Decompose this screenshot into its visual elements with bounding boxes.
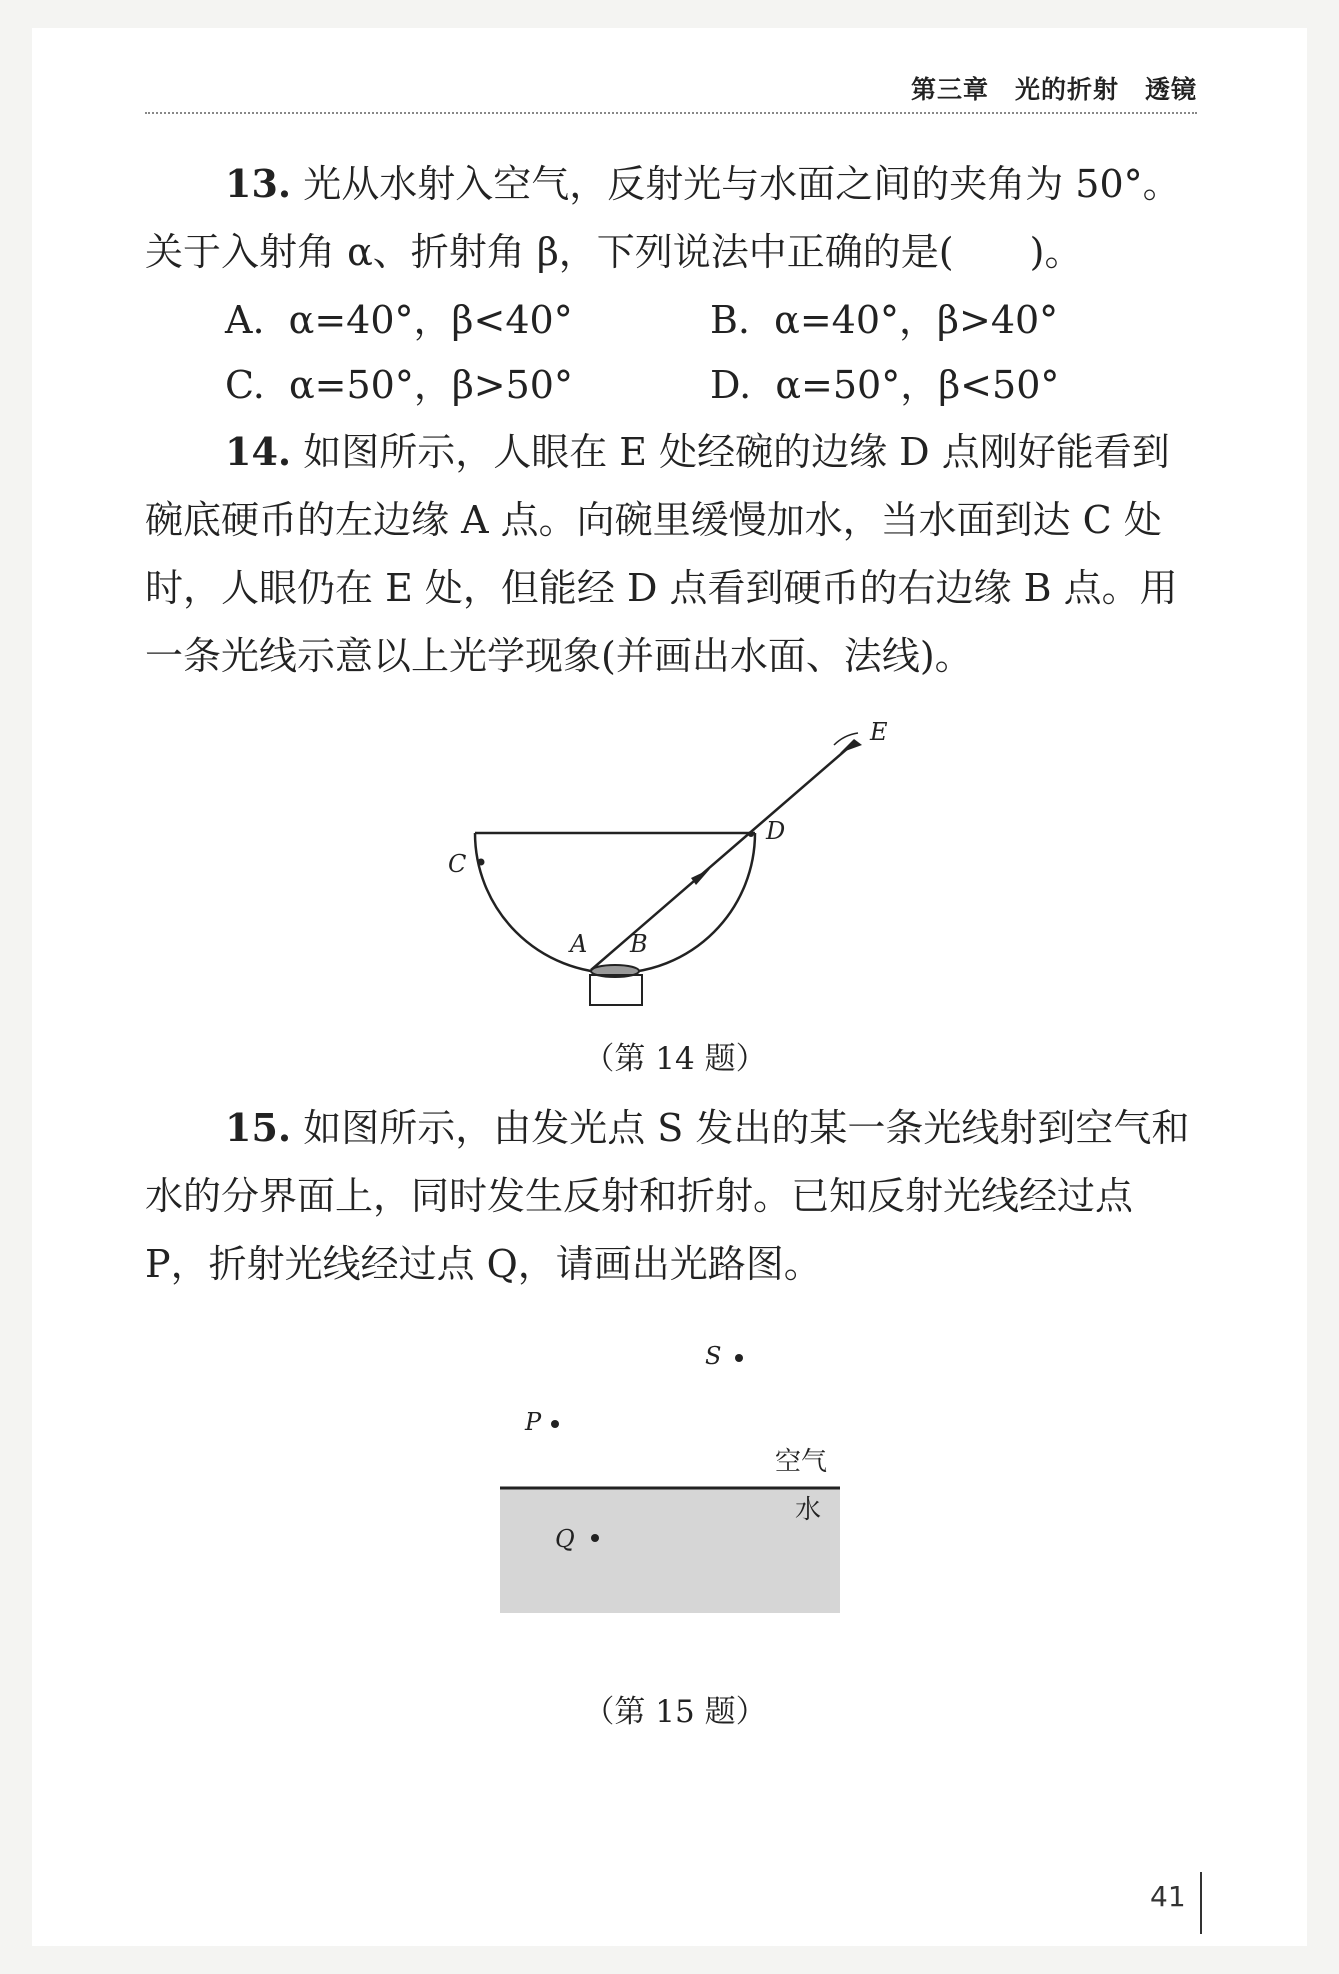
question-13-option-d: D. α=50°，β<50° [710,363,1060,407]
label-s: S [705,1342,722,1370]
figure-15-caption: （第 15 题） [583,1694,767,1730]
label-water: 水 [795,1495,822,1525]
question-15-text: 如图所示，由发光点 S 发出的某一条光线射到空气和水的分界面上，同时发生反射和折射。已知反射光线经过点 P，折射光线经过点 Q，请画出光路图。 [145,1106,1190,1286]
question-14-number: 14. [225,429,292,474]
label-b: B [630,930,648,958]
point-s [735,1354,743,1362]
question-13-option-a: A. α=40°，β<40° [225,298,573,342]
point-c [478,859,485,866]
label-c: C [448,850,467,878]
question-13-line2: 关于入射角 α、折射角 β，下列说法中正确的是( )。 [145,230,1083,274]
label-d: D [766,817,786,845]
bowl-base [590,975,642,1005]
question-13-text-line1: 光从水射入空气，反射光与水面之间的夹角为 50°。 [291,162,1181,206]
question-13-option-c: C. α=50°，β>50° [225,363,573,407]
eye-icon [840,739,862,753]
figure-14-bowl-diagram [430,715,910,1025]
point-d [748,831,754,837]
chapter-title: 第三章 光的折射 透镜 [910,75,1197,104]
question-15-paragraph [145,1094,1197,1298]
label-air: 空气 [775,1447,828,1477]
page-number: 41 [1150,1880,1186,1913]
question-14-text: 如图所示，人眼在 E 处经碗的边缘 D 点刚好能看到碗底硬币的左边缘 A 点。向碗里缓慢加水，当水面到达 C 处时，人眼仍在 E 处，但能经 D 点看到硬币的右边缘 B 点。用一条光线示意以上光学现象(并画出水面、法线)。 [145,430,1178,678]
question-13-number: 13. [225,161,292,206]
label-q: Q [555,1525,575,1553]
label-p: P [525,1408,542,1436]
water-region [500,1488,840,1613]
label-e: E [870,718,888,746]
point-q [591,1534,599,1542]
question-13-option-b: B. α=40°，β>40° [710,298,1059,342]
bowl-outline [475,833,755,973]
point-p [551,1420,559,1428]
figure-14-caption: （第 14 题） [583,1041,767,1077]
header-divider [145,112,1197,114]
figure-15-interface-diagram [495,1340,855,1630]
label-a: A [570,930,588,958]
question-13-line1 [145,150,1197,218]
question-15-number: 15. [225,1105,292,1150]
running-header [145,48,1197,118]
question-14-paragraph [145,418,1197,690]
page-number-bar [1200,1872,1202,1934]
